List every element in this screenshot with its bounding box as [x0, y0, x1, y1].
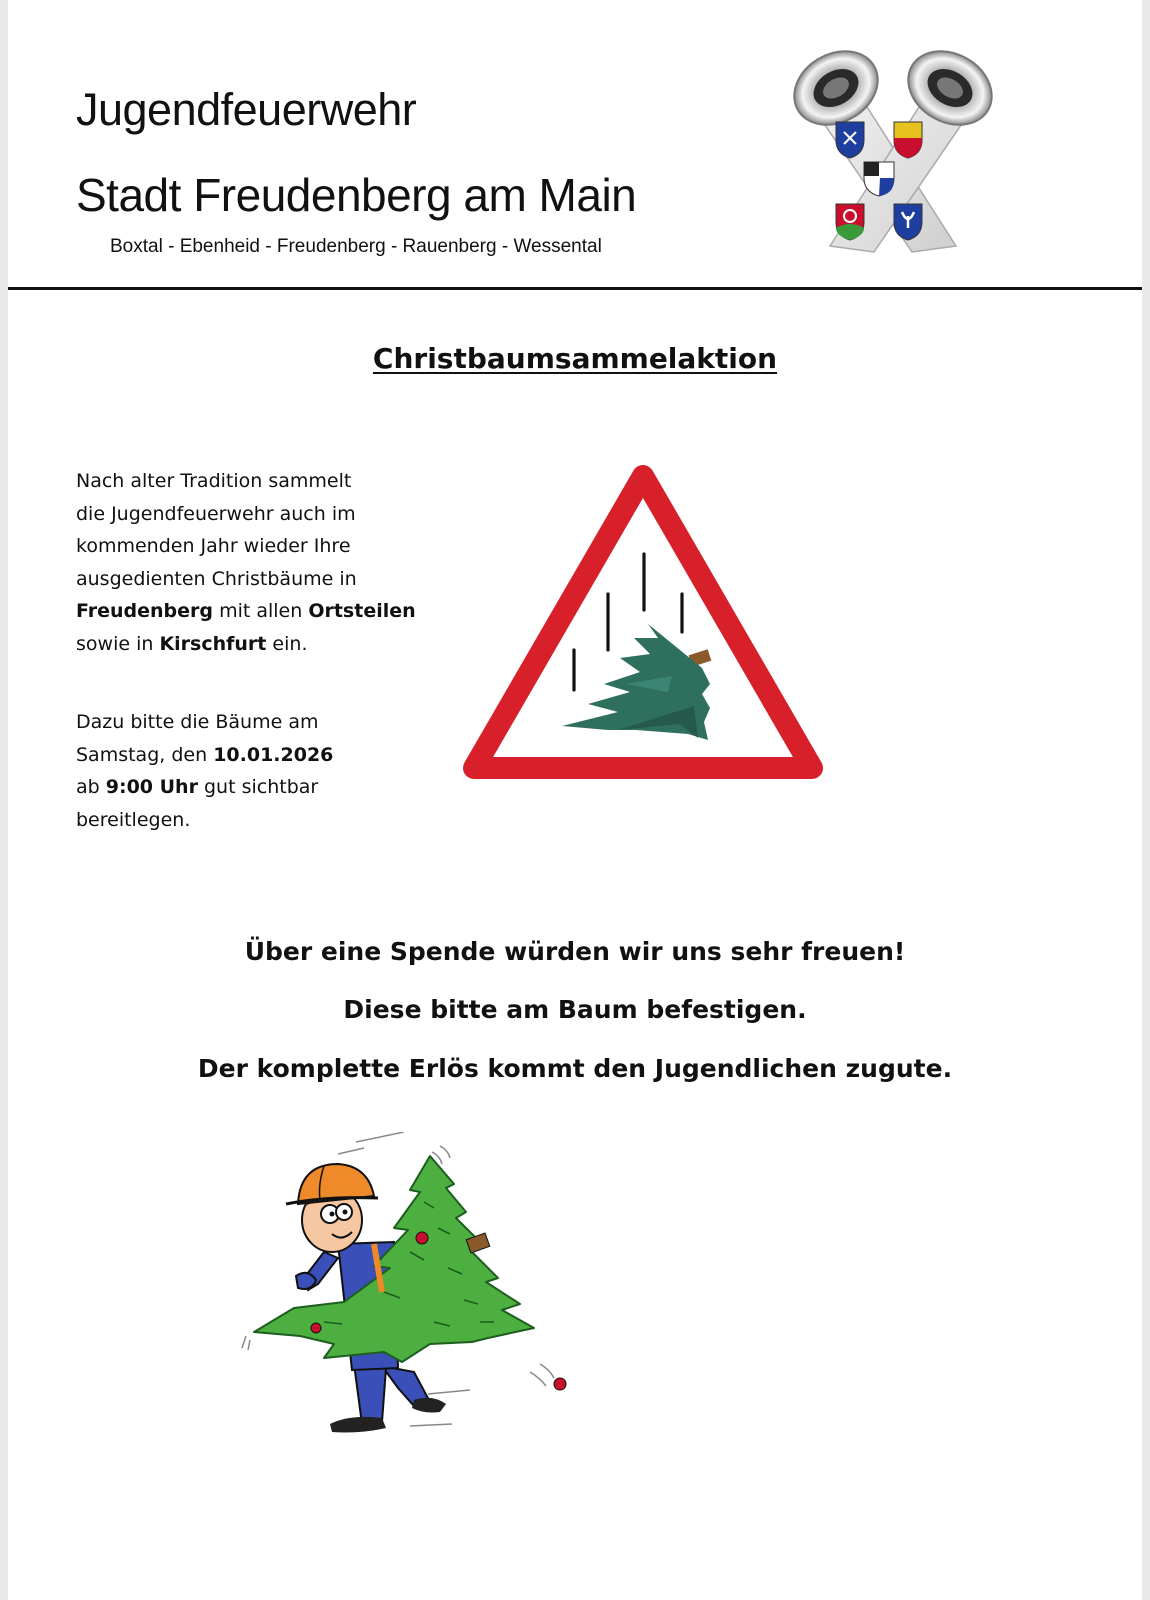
proceeds-note: Der komplette Erlös kommt den Jugendlichen zugute.: [197, 1054, 953, 1083]
flyer-page: [8, 0, 1142, 1600]
schedule-paragraph: [76, 706, 436, 836]
place-name: Freudenberg: [76, 600, 214, 622]
town-name: Kirschfurt: [159, 632, 267, 655]
header-divider: [8, 287, 1142, 290]
districts-label: Ortsteilen: [308, 600, 416, 622]
schedule-line: bereitlegen.: [76, 808, 191, 831]
intro-text: mit allen: [213, 600, 309, 622]
intro-text: ein.: [266, 632, 308, 655]
intro-line: ausgedienten Christbäume in: [76, 567, 357, 590]
schedule-line: Dazu bitte die Bäume am: [76, 711, 319, 733]
village-list: Boxtal - Ebenheid - Freudenberg - Rauenberg - Wessental: [110, 236, 602, 257]
crossed-hose-couplings-logo: [778, 40, 1008, 262]
schedule-text: gut sichtbar: [197, 776, 319, 798]
firefighter-carrying-tree-illustration: [234, 1132, 604, 1462]
org-subtitle: Stadt Freudenberg am Main: [76, 169, 637, 221]
donation-request: Über eine Spende würden wir uns sehr freuen!: [244, 937, 906, 966]
schedule-text: ab: [76, 776, 106, 798]
intro-line: die Jugendfeuerwehr auch im: [76, 502, 356, 525]
collection-date: 10.01.2026: [213, 743, 334, 766]
donation-instruction: Diese bitte am Baum befestigen.: [343, 995, 807, 1024]
page-headline: Christbaumsammelaktion: [372, 342, 778, 375]
schedule-text: Samstag, den: [76, 743, 214, 766]
collection-time: 9:00 Uhr: [105, 776, 198, 798]
intro-paragraph: [76, 465, 436, 660]
falling-tree-warning-sign-icon: [458, 462, 828, 794]
intro-text: sowie in: [76, 632, 160, 655]
org-title: Jugendfeuerwehr: [76, 84, 417, 135]
intro-line: Nach alter Tradition sammelt: [76, 470, 352, 492]
intro-line: kommenden Jahr wieder Ihre: [76, 535, 351, 557]
